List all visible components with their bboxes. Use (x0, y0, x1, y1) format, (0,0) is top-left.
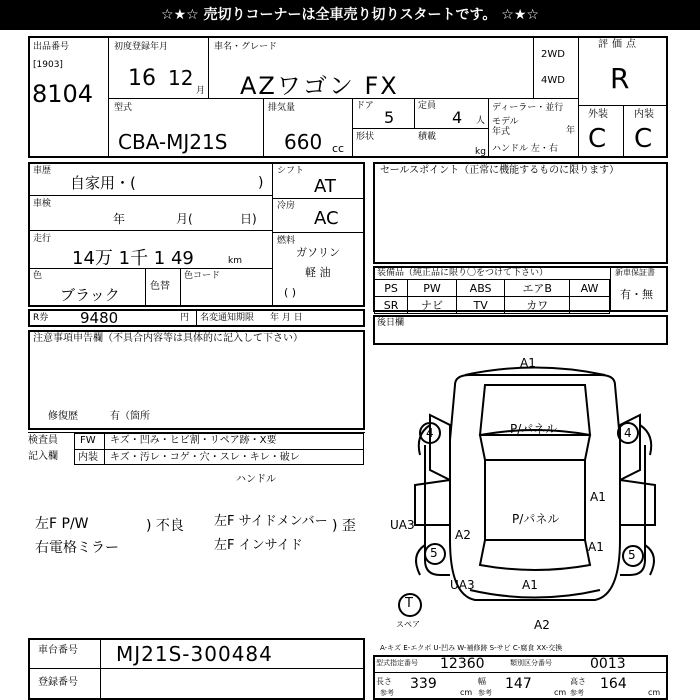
load-unit: kg (475, 147, 486, 157)
equip-sr: SR (375, 297, 408, 314)
int-value: C (634, 124, 653, 154)
chassis-value: MJ21S-300484 (116, 642, 273, 666)
shift-value: AT (314, 176, 336, 197)
fuel-gas: ガソリン (296, 246, 340, 259)
mark-a1-top: A1 (520, 356, 536, 370)
mark-5-left: 5 (430, 546, 438, 560)
type-value: 12360 (440, 656, 485, 672)
modelyear-unit: 年 (566, 126, 576, 136)
equip-abs: ABS (456, 280, 504, 297)
comment-3: 左F サイドメンバー (214, 514, 328, 529)
equip-blank (570, 297, 610, 314)
first-reg-month: 12 (168, 66, 194, 90)
mark-4-left: 4 (426, 426, 434, 440)
equipment-table (374, 279, 610, 314)
recolor-label: 色替 (150, 281, 170, 292)
len-label: 長さ (376, 677, 392, 686)
equip-airbag: エアB (505, 280, 570, 297)
mileage-label: 走行 (33, 234, 52, 244)
hei-label: 高さ (570, 677, 586, 686)
repair-value: 有（箇所 (110, 411, 150, 422)
hei-value: 164 (600, 676, 627, 692)
disp-unit: cc (332, 142, 345, 155)
usage-value: 自家用・( (70, 174, 136, 192)
aftermarket-box (373, 315, 668, 345)
lot-label: 出品番号 (33, 42, 70, 52)
cap-value: 4 (452, 108, 463, 127)
door-value: 5 (384, 108, 395, 127)
name-change-values: 年 月 日 (270, 313, 303, 323)
equip-navi: ナビ (408, 297, 457, 314)
len-ref: 参考 (380, 689, 394, 697)
comment-2: 右電格ミラー (35, 540, 119, 556)
fw-label: FW (80, 435, 96, 446)
mark-5-right: 5 (628, 548, 636, 562)
aftermarket-label: 後日欄 (377, 318, 405, 328)
mileage-value: 14万 1千 1 49 (72, 248, 194, 269)
mark-ua3-bottom: UA3 (450, 578, 475, 592)
equip-aw: AW (570, 280, 610, 297)
equip-ps: PS (375, 280, 408, 297)
drive-2wd: 2WD (541, 49, 565, 60)
color-value: ブラック (60, 286, 120, 304)
ac-label: 冷房 (277, 201, 296, 211)
ac-value: AC (314, 208, 339, 229)
sales-point-box (373, 162, 668, 264)
mark-4-right: 4 (624, 426, 632, 440)
len-value: 339 (410, 676, 437, 692)
class-value: 0013 (590, 656, 626, 672)
score-label: 評価点 (598, 39, 640, 50)
month-unit: 月 (196, 86, 206, 96)
comment-4: 左F インサイド (214, 538, 303, 553)
mark-a1-bottom: A1 (522, 578, 538, 592)
inspector-label-1: 検査員 (28, 435, 58, 446)
name-change-label: 名変通知期限 (200, 313, 255, 323)
chassis-label: 車台番号 (38, 645, 78, 656)
hei-ref: 参考 (570, 689, 584, 697)
inspect-day: 日) (240, 212, 257, 226)
mark-panel-roof: P/パネル (512, 512, 560, 526)
mark-a2-bottom: A2 (534, 618, 550, 632)
ext-value: C (588, 124, 607, 154)
load-label: 積載 (418, 132, 437, 142)
handle-label: ハンドル 左・右 (492, 144, 558, 154)
car-name: AZワゴン FX (240, 72, 399, 100)
len-unit: cm (460, 688, 473, 697)
comment-1: 左F P/W (35, 516, 89, 532)
warranty-value: 有・無 (620, 288, 653, 301)
inspect-month: 月( (176, 212, 193, 226)
recycle-value: 9480 (80, 309, 119, 327)
usage-label: 車歴 (33, 166, 52, 176)
notes-box (28, 330, 365, 430)
modelyear-label: モデル 年式 (492, 117, 519, 137)
disp-value: 660 (284, 130, 323, 154)
colorcode-label: 色コード (184, 271, 221, 281)
recycle-unit: 円 (180, 313, 190, 323)
mileage-unit: km (228, 256, 242, 266)
equip-tv: TV (456, 297, 504, 314)
hei-unit: cm (648, 688, 661, 697)
class-label: 類別区分番号 (510, 659, 552, 667)
wid-unit: cm (554, 688, 567, 697)
fuel-diesel: 軽 油 (305, 266, 331, 279)
color-label: 色 (33, 271, 43, 281)
int-label: 内装 (634, 109, 654, 120)
type-label: 型式指定番号 (376, 659, 418, 667)
handle-note: ハンドル (236, 474, 276, 485)
name-label: 車名・グレード (214, 42, 278, 52)
legend: A-キズ E-エクボ U-凹み W-補修跡 S-サビ C-腐食 XX-交換 (380, 644, 563, 652)
ext-label: 外装 (588, 109, 608, 120)
equip-pw: PW (408, 280, 457, 297)
mark-ua3-left: UA3 (390, 518, 415, 532)
warranty-label: 新車保証書 (615, 268, 655, 277)
cap-unit: 人 (476, 116, 486, 126)
model-value: CBA-MJ21S (118, 130, 228, 154)
lot-sub: [1903] (33, 60, 63, 70)
drive-4wd: 4WD (541, 75, 565, 86)
spare-label: スペア (396, 620, 420, 629)
dealer-label: ディーラー・並行 (492, 103, 564, 113)
inspect-label: 車検 (33, 199, 52, 209)
usage-close: ) (258, 175, 264, 191)
recycle-label: R券 (33, 313, 49, 323)
score-value: R (610, 62, 630, 95)
shape-label: 形状 (356, 132, 375, 142)
registration-label: 登録番号 (38, 677, 78, 688)
mark-a1-right: A1 (590, 490, 606, 504)
fw-text: キズ・凹み・ヒビ割・リペア跡・X要 (110, 435, 277, 446)
int-row-text: キズ・汚レ・コゲ・穴・スレ・キレ・破レ (110, 452, 300, 463)
fuel-label: 燃料 (277, 236, 296, 246)
inspector-label-2: 記入欄 (28, 451, 58, 462)
wid-label: 幅 (478, 677, 486, 686)
comment-bad: ) 不良 (146, 518, 184, 534)
equip-leather: カワ (505, 297, 570, 314)
mark-panel-hood: P/パネル (510, 422, 558, 436)
first-reg-label: 初度登録年月 (114, 42, 169, 52)
sales-point-label: セールスポイント（正常に機能するものに限ります） (380, 165, 620, 176)
model-label: 型式 (114, 103, 133, 113)
comment-warp: ) 歪 (332, 518, 356, 534)
repair-label: 修復歴 (48, 411, 78, 422)
notes-label: 注意事項申告欄（不具合内容等は具体的に記入して下さい） (33, 333, 303, 344)
lot-number: 8104 (32, 80, 94, 108)
disp-label: 排気量 (268, 103, 296, 113)
cap-label: 定員 (418, 101, 437, 111)
banner: ☆★☆ 売切りコーナーは全車売り切りスタートです。 ☆★☆ (0, 0, 700, 30)
int-row-label: 内装 (78, 452, 98, 463)
spare-mark: T (405, 596, 413, 611)
mark-a2-mid: A2 (455, 528, 471, 542)
wid-ref: 参考 (478, 689, 492, 697)
mark-a1-rear-right: A1 (588, 540, 604, 554)
wid-value: 147 (505, 676, 532, 692)
equipment-label: 装備品（純正品に限り〇をつけて下さい） (377, 268, 549, 278)
door-label: ドア (356, 101, 374, 111)
inspect-year: 年 (113, 212, 126, 226)
fuel-other: ( ) (284, 286, 297, 299)
first-reg-year: 16 (128, 66, 156, 91)
shift-label: シフト (277, 166, 305, 176)
